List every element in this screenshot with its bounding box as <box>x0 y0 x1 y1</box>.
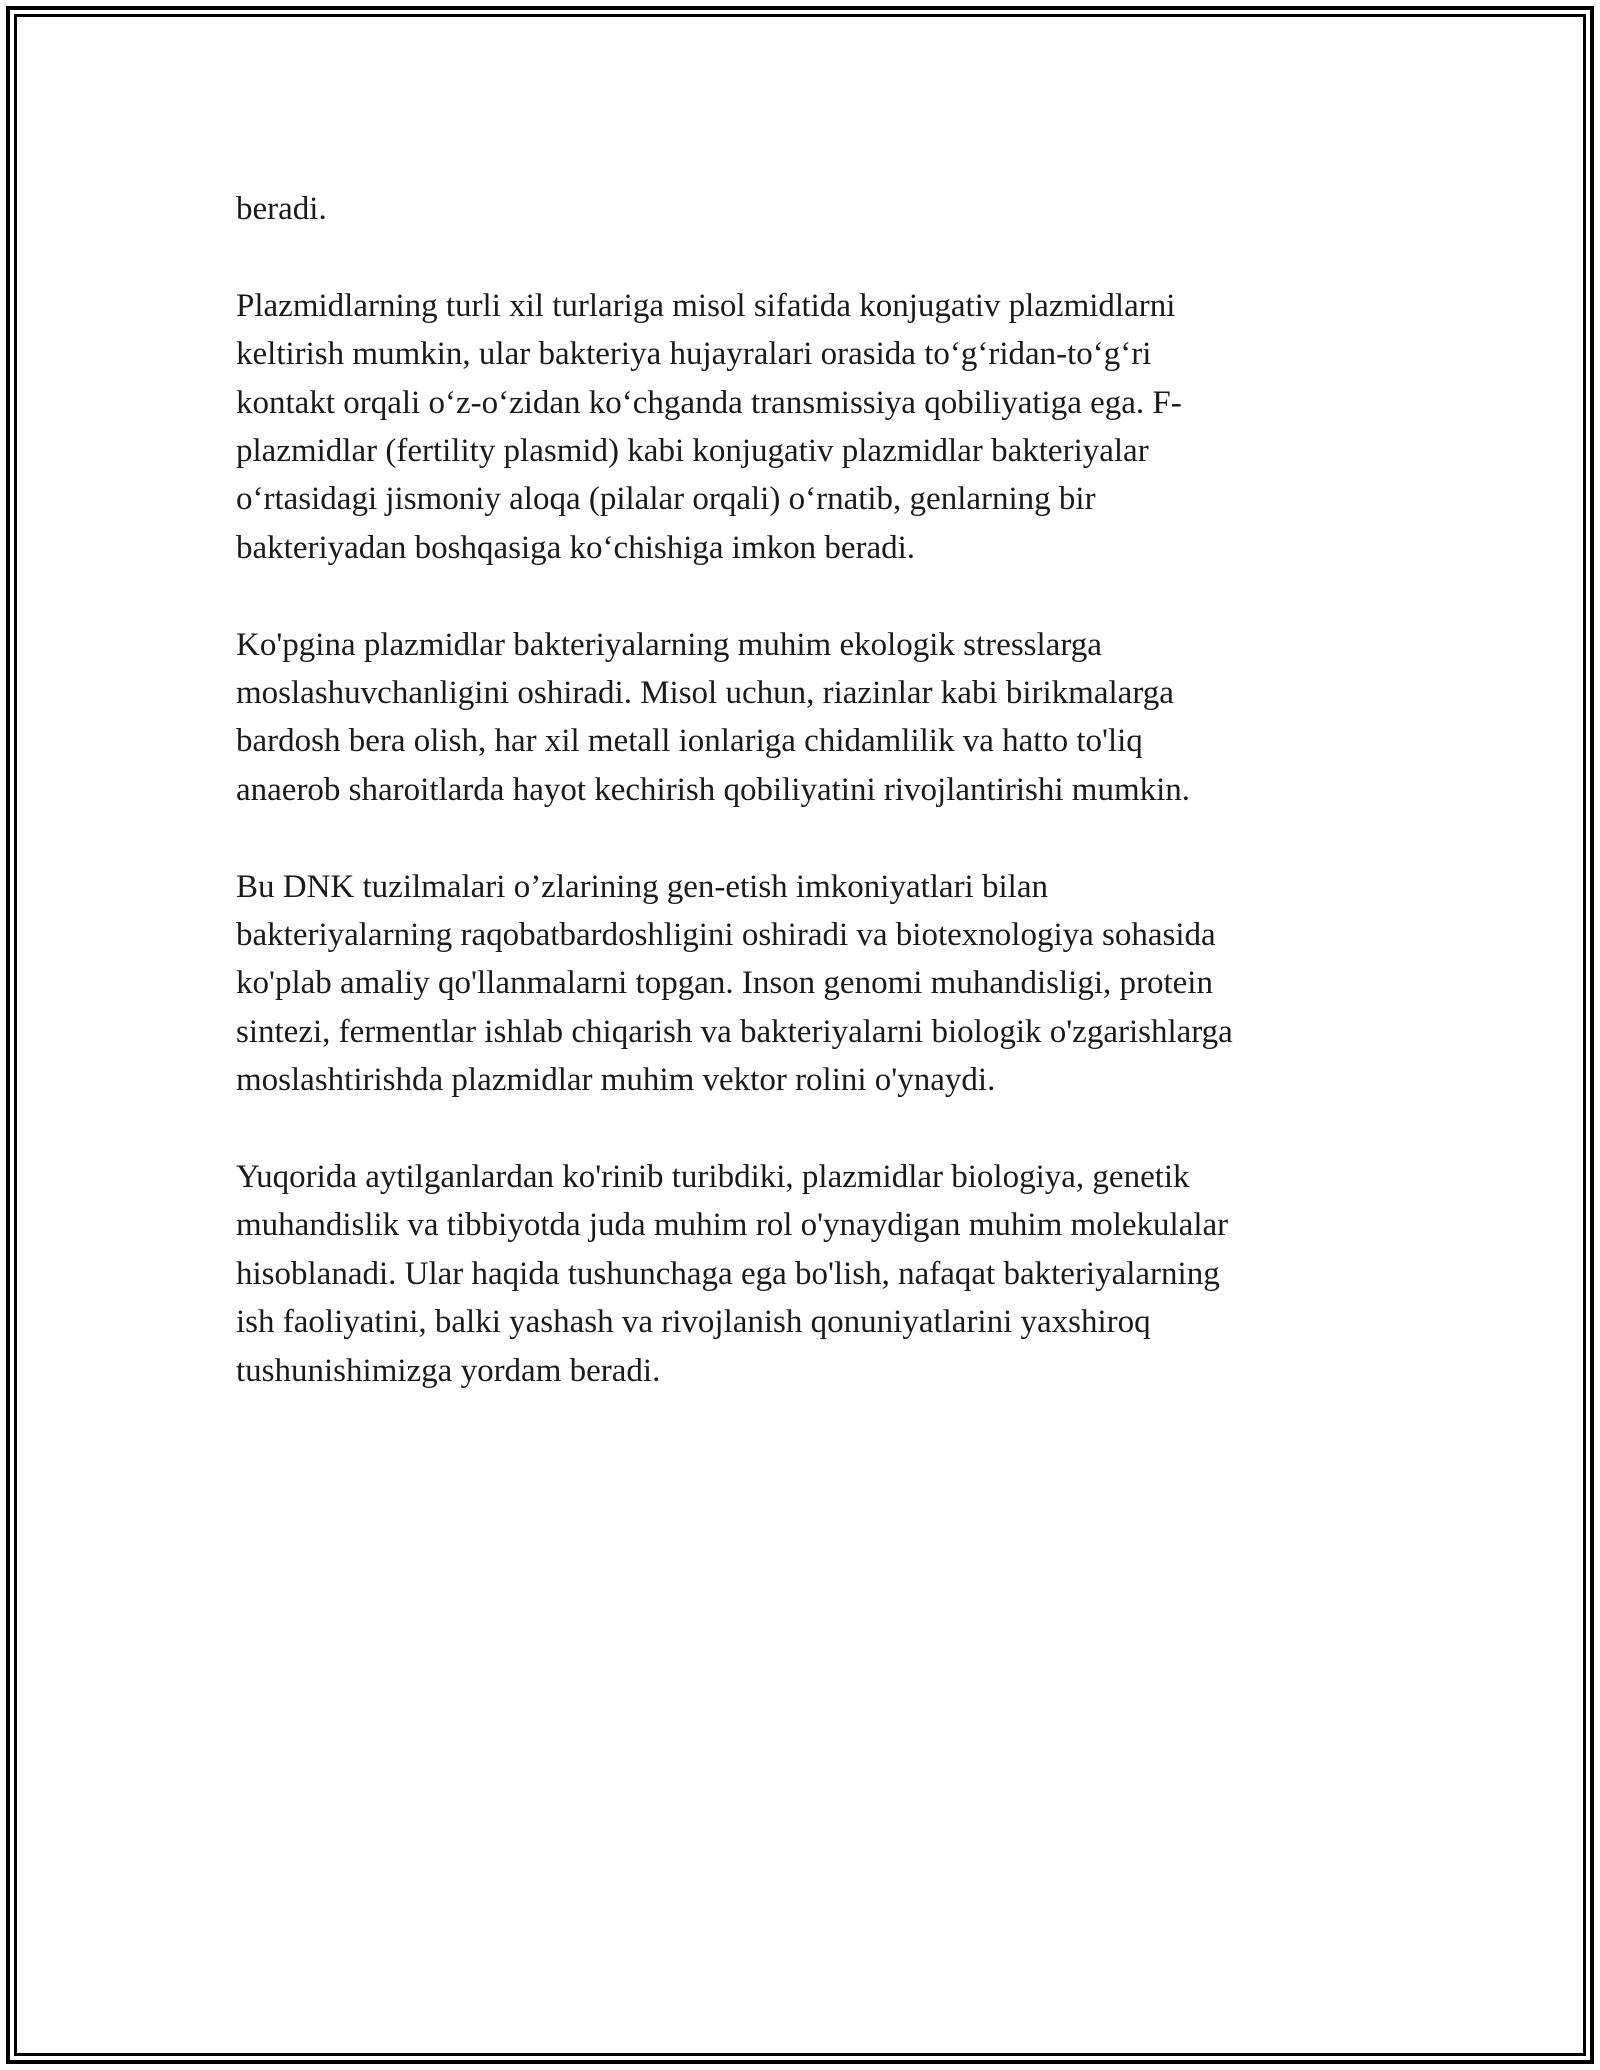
text-line: kontakt orqali o‘z-o‘zidan ko‘chganda transmissiya qobiliyatiga ega. F- <box>236 384 1182 421</box>
paragraph-2 <box>236 282 1366 572</box>
text-line: bakteriyalarning raqobatbardoshligini oshiradi va biotexnologiya sohasida <box>236 917 1216 954</box>
text-line: tushunishimizga yordam beradi. <box>236 1352 661 1389</box>
text-line: ish faoliyatini, balki yashash va rivojlanish qonuniyatlarini yaxshiroq <box>236 1304 1151 1341</box>
paragraph-4 <box>236 863 1366 1105</box>
text-line: bakteriyadan boshqasiga ko‘chishiga imkon beradi. <box>236 529 916 566</box>
text-line: o‘rtasidagi jismoniy aloqa (pilalar orqali) o‘rnatib, genlarning bir <box>236 481 1096 518</box>
text-line: keltirish mumkin, ular bakteriya hujayralari orasida to‘g‘ridan-to‘g‘ri <box>236 336 1152 373</box>
paragraph-1 <box>236 185 1366 233</box>
text-line: ko'plab amaliy qo'llanmalarni topgan. Inson genomi muhandisligi, protein <box>236 965 1213 1002</box>
document-body <box>236 185 1366 1443</box>
text-line: hisoblanadi. Ular haqida tushunchaga ega bo'lish, nafaqat bakteriyalarning <box>236 1255 1220 1292</box>
text-line: moslashtirishda plazmidlar muhim vektor rolini o'ynaydi. <box>236 1062 996 1099</box>
text-line: Bu DNK tuzilmalari o’zlarining gen-etish imkoniyatlari bilan <box>236 868 1048 905</box>
text-line: beradi. <box>236 191 327 227</box>
paragraph-3 <box>236 621 1366 815</box>
text-line: Ko'pgina plazmidlar bakteriyalarning muhim ekologik stresslarga <box>236 626 1102 663</box>
text-line: sintezi, fermentlar ishlab chiqarish va bakteriyalarni biologik o'zgarishlarga <box>236 1013 1233 1050</box>
text-line: plazmidlar (fertility plasmid) kabi konjugativ plazmidlar bakteriyalar <box>236 433 1149 470</box>
text-line: Plazmidlarning turli xil turlariga misol sifatida konjugativ plazmidlarni <box>236 287 1176 324</box>
paragraph-5 <box>236 1153 1366 1395</box>
text-line: anaerob sharoitlarda hayot kechirish qobiliyatini rivojlantirishi mumkin. <box>236 771 1191 808</box>
text-line: bardosh bera olish, har xil metall ionlariga chidamlilik va hatto to'liq <box>236 723 1143 760</box>
text-line: muhandislik va tibbiyotda juda muhim rol o'ynaydigan muhim molekulalar <box>236 1207 1229 1244</box>
text-line: Yuqorida aytilganlardan ko'rinib turibdiki, plazmidlar biologiya, genetik <box>236 1159 1190 1196</box>
text-line: moslashuvchanligini oshiradi. Misol uchun, riazinlar kabi birikmalarga <box>236 675 1174 712</box>
